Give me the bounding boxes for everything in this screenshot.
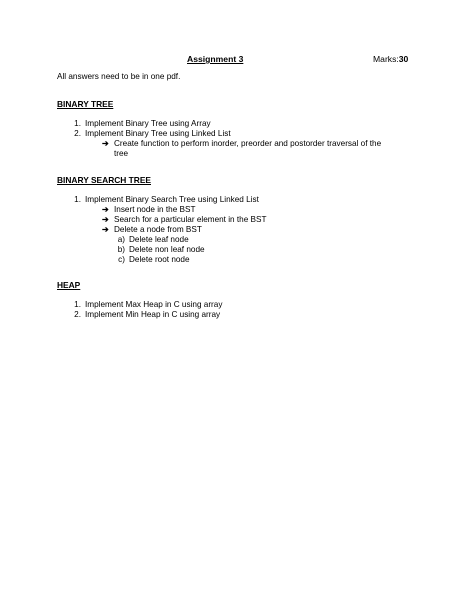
assignment-title: Assignment 3 xyxy=(187,54,244,64)
sub-item-text: Delete non leaf node xyxy=(129,245,205,254)
bullet-item xyxy=(102,139,381,149)
list-number: 2. xyxy=(74,310,81,319)
section-heading-binary-tree: BINARY TREE xyxy=(57,99,114,109)
marks-label: Marks: xyxy=(373,54,399,64)
list-number: 1. xyxy=(74,195,81,204)
sub-item xyxy=(111,235,189,245)
bullet-text-continuation: tree xyxy=(114,149,129,158)
list-item-text: Implement Binary Tree using Linked List xyxy=(85,129,231,138)
bullet-text: Delete a node from BST xyxy=(114,225,202,234)
list-item xyxy=(67,119,211,129)
list-item-text: Implement Max Heap in C using array xyxy=(85,300,223,309)
marks xyxy=(373,54,408,64)
bullet-text: Insert node in the BST xyxy=(114,205,196,214)
arrow-icon: ➔ xyxy=(102,205,109,214)
bullet-item xyxy=(102,225,202,235)
sub-item-label: b) xyxy=(117,245,125,254)
arrow-icon: ➔ xyxy=(102,139,109,148)
sub-item xyxy=(111,255,190,265)
marks-value: 30 xyxy=(398,54,409,64)
section-heading-heap: HEAP xyxy=(57,280,81,290)
sub-item-text: Delete root node xyxy=(129,255,190,264)
list-item xyxy=(67,300,222,310)
list-number: 1. xyxy=(74,119,81,128)
bullet-item xyxy=(102,215,266,225)
list-item xyxy=(67,129,231,139)
list-number: 1. xyxy=(74,300,81,309)
list-item xyxy=(67,310,220,320)
sub-item xyxy=(111,245,205,255)
arrow-icon: ➔ xyxy=(102,215,109,224)
intro-text: All answers need to be in one pdf. xyxy=(57,72,181,81)
list-item-text: Implement Min Heap in C using array xyxy=(85,310,221,319)
list-item xyxy=(67,195,259,205)
section-heading-bst: BINARY SEARCH TREE xyxy=(57,175,151,185)
sub-item-label: c) xyxy=(118,255,125,264)
bullet-item xyxy=(102,205,195,215)
sub-item-label: a) xyxy=(117,235,125,244)
bullet-text: Create function to perform inorder, preorder and postorder traversal of the xyxy=(114,139,382,148)
arrow-icon: ➔ xyxy=(102,225,109,234)
list-item-text: Implement Binary Search Tree using Linked List xyxy=(85,195,259,204)
list-item-text: Implement Binary Tree using Array xyxy=(85,119,211,128)
sub-item-text: Delete leaf node xyxy=(129,235,189,244)
bullet-text: Search for a particular element in the BST xyxy=(114,215,267,224)
list-number: 2. xyxy=(74,129,81,138)
